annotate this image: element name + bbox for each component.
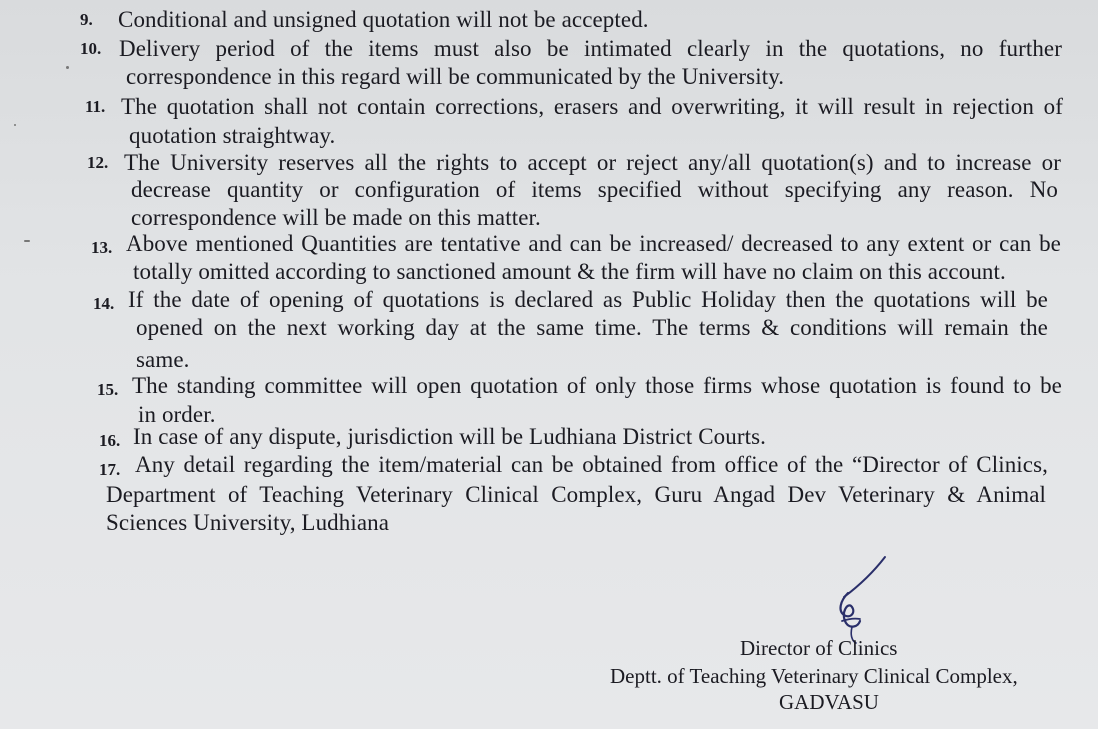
item-9-number: 9. [80, 10, 93, 29]
item-11-line-2: quotation straightway. [129, 123, 336, 148]
scan-speck [66, 66, 69, 69]
item-9-line-1: Conditional and unsigned quotation will not be accepted. [118, 7, 649, 32]
item-14-line-3: same. [136, 347, 190, 372]
signatory-department: Deptt. of Teaching Veterinary Clinical Complex, [610, 664, 1018, 688]
scan-speck [24, 240, 30, 242]
item-11-line-1: The quotation shall not contain corrections, erasers and overwriting, it will result in rejection of [121, 94, 1063, 119]
item-13-number: 13. [91, 238, 113, 257]
item-14-line-1: If the date of opening of quotations is declared as Public Holiday then the quotations will be [128, 287, 1048, 312]
scan-speck [14, 124, 16, 126]
item-10-line-1: Delivery period of the items must also be intimated clearly in the quotations, no further [119, 36, 1062, 61]
item-12-line-2: decrease quantity or configuration of items specified without specifying any reason. No [131, 177, 1058, 202]
item-12-number: 12. [87, 153, 109, 172]
item-17-line-2: Department of Teaching Veterinary Clinical Complex, Guru Angad Dev Veterinary & Animal [106, 482, 1046, 507]
item-14-line-2: opened on the next working day at the same time. The terms & conditions will remain the [136, 315, 1048, 340]
item-13-line-1: Above mentioned Quantities are tentative and can be increased/ decreased to any extent or can be [126, 231, 1061, 256]
item-15-line-1: The standing committee will open quotation of only those firms whose quotation is found to be [132, 373, 1062, 398]
item-12-line-1: The University reserves all the rights to accept or reject any/all quotation(s) and to increase or [124, 150, 1061, 175]
item-15-number: 15. [97, 380, 119, 399]
item-10-line-2: correspondence in this regard will be communicated by the University. [126, 64, 785, 89]
item-17-line-1: Any detail regarding the item/material can be obtained from office of the “Director of Clinics, [135, 452, 1048, 477]
item-14-number: 14. [93, 294, 115, 313]
item-16-number: 16. [99, 431, 121, 450]
handwritten-signature [830, 555, 900, 645]
item-17-line-3: Sciences University, Ludhiana [106, 510, 390, 535]
item-10-number: 10. [80, 39, 102, 58]
item-12-line-3: correspondence will be made on this matter. [131, 205, 541, 230]
signatory-institution: GADVASU [779, 690, 879, 714]
item-16-line-1: In case of any dispute, jurisdiction will be Ludhiana District Courts. [133, 424, 766, 449]
signatory-title: Director of Clinics [740, 636, 898, 660]
item-13-line-2: totally omitted according to sanctioned amount & the firm will have no claim on this account. [133, 259, 1006, 284]
item-17-number: 17. [99, 460, 121, 479]
item-11-number: 11. [85, 97, 106, 116]
item-15-line-2: in order. [138, 402, 216, 427]
